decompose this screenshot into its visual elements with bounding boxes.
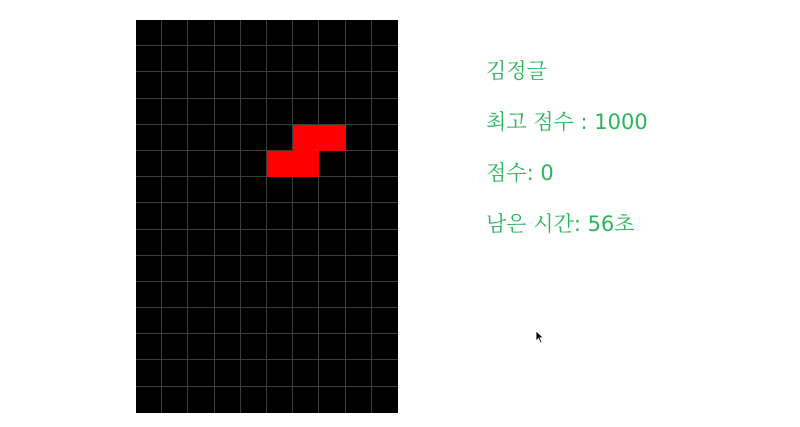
board-cell	[319, 387, 345, 413]
board-cell	[215, 125, 241, 151]
board-cell	[136, 282, 162, 308]
board-cell	[319, 72, 345, 98]
board-cell	[372, 387, 398, 413]
board-cell	[188, 177, 214, 203]
board-cell	[346, 46, 372, 72]
board-cell	[346, 177, 372, 203]
board-cell	[346, 360, 372, 386]
board-cell	[241, 177, 267, 203]
board-cell	[293, 387, 319, 413]
board-cell	[215, 46, 241, 72]
board-cell	[319, 360, 345, 386]
board-cell	[346, 72, 372, 98]
board-cell	[267, 72, 293, 98]
board-cell	[319, 177, 345, 203]
board-cell	[241, 46, 267, 72]
board-cell	[188, 230, 214, 256]
time-left-label: 남은 시간: 56초	[486, 212, 635, 236]
board-cell	[267, 360, 293, 386]
board-cell	[188, 387, 214, 413]
board-cell	[136, 203, 162, 229]
board-cell	[188, 46, 214, 72]
board-cell	[188, 256, 214, 282]
board-cell	[215, 230, 241, 256]
board-cell	[241, 230, 267, 256]
board-cell	[293, 308, 319, 334]
board-cell	[136, 177, 162, 203]
board-cell	[188, 151, 214, 177]
board-cell	[188, 308, 214, 334]
board-cell	[162, 387, 188, 413]
board-cell	[162, 72, 188, 98]
board-cell	[241, 99, 267, 125]
board-cell	[136, 72, 162, 98]
board-cell	[267, 387, 293, 413]
board-cell	[319, 151, 345, 177]
board-cell	[346, 125, 372, 151]
board-cell	[293, 46, 319, 72]
board-cell	[162, 230, 188, 256]
mouse-cursor-icon	[535, 330, 545, 344]
board-cell	[372, 20, 398, 46]
board-cell	[241, 72, 267, 98]
board-cell	[162, 256, 188, 282]
board-cell	[136, 46, 162, 72]
board-cell	[188, 203, 214, 229]
board-cell	[215, 360, 241, 386]
board-cell	[267, 20, 293, 46]
board-cell	[136, 308, 162, 334]
board-cell	[346, 203, 372, 229]
board-cell	[372, 360, 398, 386]
board-cell	[136, 256, 162, 282]
board-cell	[215, 308, 241, 334]
board-cell	[372, 230, 398, 256]
board-cell	[162, 20, 188, 46]
board-cell	[241, 387, 267, 413]
high-score-label: 최고 점수 : 1000	[486, 110, 648, 134]
board-cell	[372, 125, 398, 151]
board-cell	[319, 46, 345, 72]
board-cell	[319, 230, 345, 256]
board-cell	[372, 256, 398, 282]
board-cell	[162, 99, 188, 125]
board-cell	[188, 360, 214, 386]
board-cell	[346, 308, 372, 334]
board-cell	[162, 125, 188, 151]
board-cell	[136, 360, 162, 386]
board-cell	[293, 230, 319, 256]
board-cell	[188, 72, 214, 98]
board-cell	[293, 282, 319, 308]
piece-block	[293, 125, 319, 151]
board-cell	[162, 203, 188, 229]
score-label: 점수: 0	[486, 161, 554, 185]
board-cell	[136, 151, 162, 177]
board-cell	[346, 387, 372, 413]
board-cell	[267, 334, 293, 360]
board-cell	[372, 308, 398, 334]
board-cell	[162, 177, 188, 203]
board-cell	[346, 282, 372, 308]
board-cell	[162, 282, 188, 308]
board-cell	[241, 203, 267, 229]
board-cell	[293, 203, 319, 229]
info-panel	[486, 58, 648, 262]
board-cell	[267, 308, 293, 334]
board-cell	[136, 99, 162, 125]
board-cell	[346, 151, 372, 177]
board-cell	[215, 282, 241, 308]
piece-block	[319, 125, 345, 151]
board-cell	[136, 125, 162, 151]
board-cell	[267, 99, 293, 125]
board-cell	[215, 99, 241, 125]
board-cell	[267, 282, 293, 308]
board-cell	[372, 46, 398, 72]
board-cell	[346, 256, 372, 282]
board-cell	[267, 203, 293, 229]
board-cell	[162, 360, 188, 386]
board-cell	[267, 177, 293, 203]
board-cell	[346, 230, 372, 256]
board-cell	[162, 308, 188, 334]
tetris-board[interactable]	[136, 20, 398, 413]
board-cell	[319, 282, 345, 308]
board-cell	[346, 20, 372, 46]
board-cell	[215, 151, 241, 177]
board-cell	[136, 334, 162, 360]
board-cell	[215, 20, 241, 46]
board-cell	[346, 334, 372, 360]
board-cell	[293, 256, 319, 282]
board-cell	[215, 334, 241, 360]
board-cell	[241, 308, 267, 334]
board-cell	[293, 72, 319, 98]
board-cell	[241, 20, 267, 46]
board-cell	[267, 125, 293, 151]
board-cell	[319, 20, 345, 46]
board-cell	[372, 72, 398, 98]
board-cell	[188, 334, 214, 360]
board-cell	[188, 125, 214, 151]
board-cell	[215, 387, 241, 413]
board-cell	[188, 20, 214, 46]
board-cell	[293, 360, 319, 386]
board-cell	[372, 334, 398, 360]
board-cell	[215, 203, 241, 229]
board-cell	[346, 99, 372, 125]
board-cell	[241, 125, 267, 151]
board-cell	[136, 20, 162, 46]
board-cell	[372, 203, 398, 229]
board-cell	[136, 387, 162, 413]
board-cell	[241, 282, 267, 308]
board-cell	[162, 151, 188, 177]
board-cell	[319, 308, 345, 334]
board-cell	[293, 177, 319, 203]
board-cell	[293, 99, 319, 125]
board-cell	[267, 46, 293, 72]
board-cell	[188, 99, 214, 125]
board-cell	[162, 334, 188, 360]
board-cell	[215, 72, 241, 98]
board-cell	[319, 203, 345, 229]
board-cell	[188, 282, 214, 308]
board-cell	[241, 151, 267, 177]
board-cell	[319, 256, 345, 282]
board-cell	[319, 334, 345, 360]
board-cell	[215, 256, 241, 282]
piece-block	[293, 151, 319, 177]
board-cell	[293, 20, 319, 46]
player-name: 김정글	[486, 59, 547, 83]
board-cell	[241, 360, 267, 386]
board-cell	[319, 99, 345, 125]
board-cell	[267, 256, 293, 282]
board-cell	[241, 334, 267, 360]
board-cell	[372, 151, 398, 177]
board-cell	[372, 282, 398, 308]
piece-block	[267, 151, 293, 177]
board-cell	[267, 230, 293, 256]
board-cell	[215, 177, 241, 203]
board-cell	[293, 334, 319, 360]
board-cell	[372, 99, 398, 125]
board-cell	[241, 256, 267, 282]
board-cell	[372, 177, 398, 203]
board-cell	[162, 46, 188, 72]
board-cell	[136, 230, 162, 256]
